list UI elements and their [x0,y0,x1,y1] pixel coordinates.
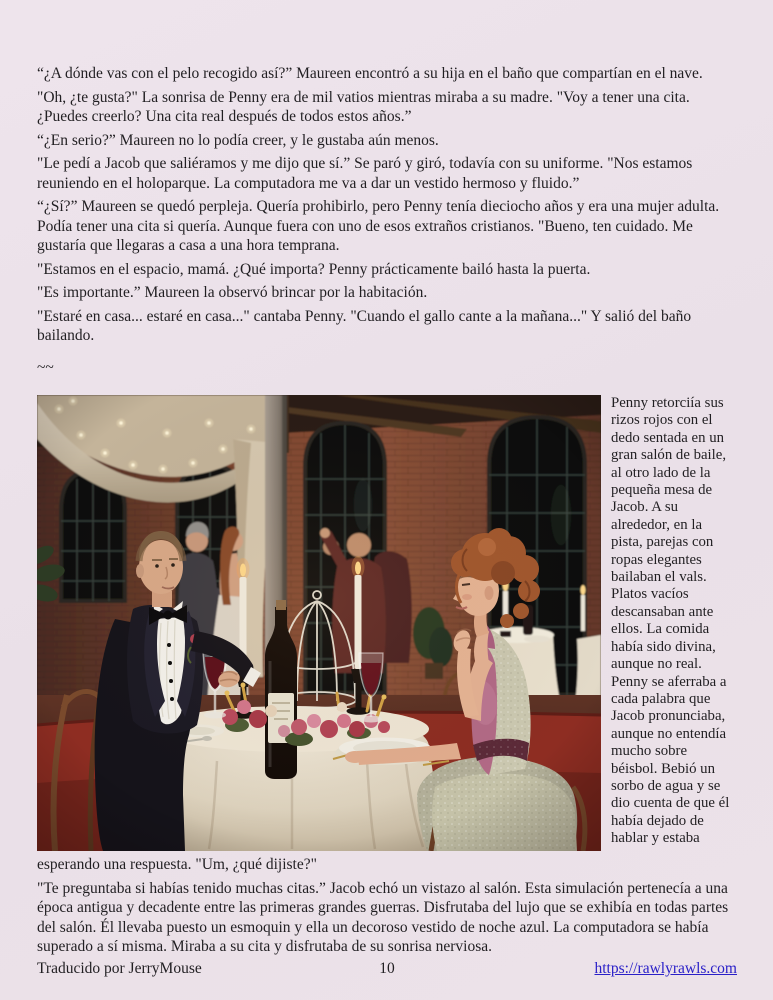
story-paragraph: "Te preguntaba si habías tenido muchas citas.” Jacob echó un vistazo al salón. Esta simulación pertenecía a una época antigua y decadente entre las primeras grandes guerras. Disfrutaba del lujo que se exhibía en todas partes del salón. Él llevaba puesto un esmoquin y ella un decoroso vestido de noche azul. La computadora se había superado a sí misma. Miraba a su cita y disfrutaba de su sonrisa nerviosa. [37,879,729,955]
website-link[interactable]: https://rawlyrawls.com [594,960,737,977]
story-paragraph: “¿En serio?” Maureen no lo podía creer, y le gustaba aún menos. [37,131,439,149]
translator-credit: Traducido por JerryMouse [37,960,202,977]
figure-row [37,395,737,851]
story-paragraph: "Oh, ¿te gusta?" La sonrisa de Penny era de mil vatios mientras miraba a su madre. "Voy a tener una cita. ¿Puedes creerlo? Una cita real después de todos estos años.” [37,88,690,125]
story-paragraph: “¿Sí?” Maureen se quedó perpleja. Quería prohibirlo, pero Penny tenía dieciocho años y era una mujer adulta. Podía tener una cita si quería. Aunque fuera con uno de esos extraños cristianos. "Bueno, ten cuidado. Me gustaría que llegaras a casa a una hora temprana. [37,198,720,254]
story-paragraph: "Le pedí a Jacob que saliéramos y me dijo que sí.” Se paró y giró, todavía con su uniforme. "Nos estamos reuniendo en el holoparque. La computadora me va a dar un vestido hermoso y fluido.” [37,155,693,192]
story-paragraph: "Estaré en casa... estaré en casa..." cantaba Penny. "Cuando el gallo cante a la mañana..." Y salió del baño bailando. [37,307,692,344]
story-paragraph: "Es importante.” Maureen la observó brincar por la habitación. [37,284,428,301]
story-paragraph: esperando una respuesta. "Um, ¿qué dijiste?" [37,856,317,873]
story-paragraph: “¿A dónde vas con el pelo recogido así?” Maureen encontró a su hija en el baño que compartían en el nave. [37,65,703,82]
story-paragraph: "Estamos en el espacio, mamá. ¿Qué importa? Penny prácticamente bailó hasta la puerta. [37,260,591,278]
section-separator: ~~ [37,358,54,376]
page-footer [37,960,737,978]
dinner-scene-illustration [37,395,601,851]
page-number: 10 [379,960,395,977]
figure-side-text: Penny retorciía sus rizos rojos con el dedo sentada en un gran salón de baile, al otro lado de la pequeña mesa de Jacob. A su alrededor, en la pista, parejas con ropas elegantes bailaban el vals. Platos vacíos descansaban ante ellos. La comida había sido divina, aunque no real. Penny se aferraba a cada palabra que Jacob pronunciaba, aunque no entendía mucho sobre béisbol. Bebió un sorbo de agua y se dio cuenta de que él había dejado de hablar y estaba [611,395,730,847]
